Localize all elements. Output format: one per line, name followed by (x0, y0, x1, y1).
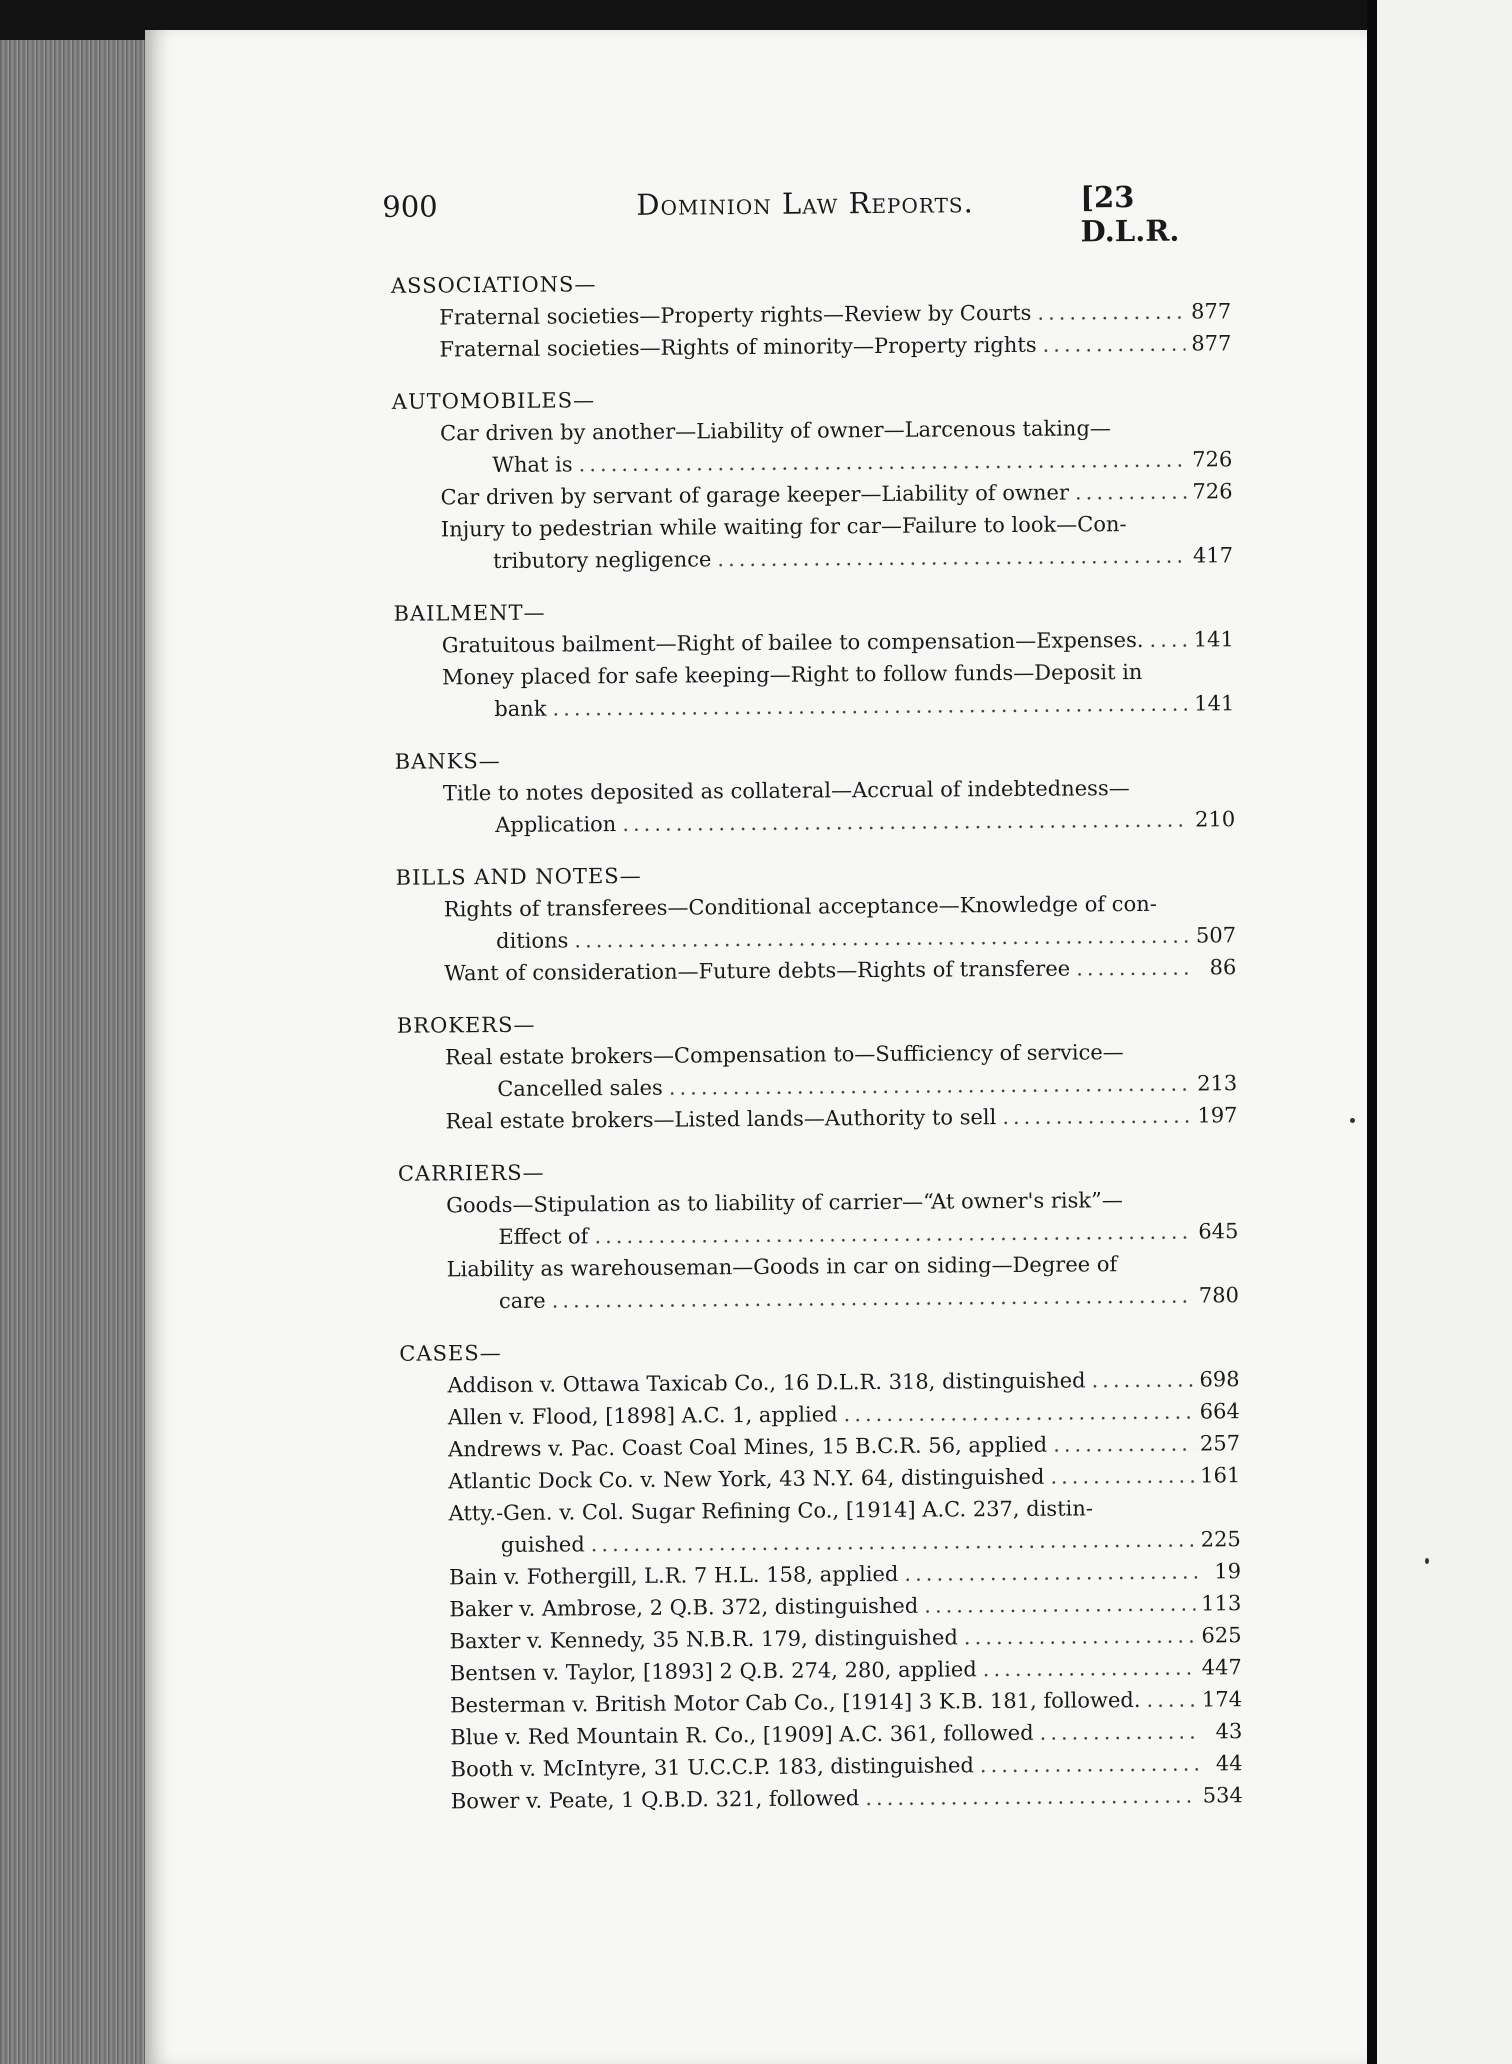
entry-text: Cancelled sales (497, 1075, 663, 1102)
dot-leader (717, 540, 1187, 576)
report-title: Dominion Law Reports. (636, 185, 974, 222)
dot-leader (622, 804, 1189, 840)
page-reference: 534 (1202, 1783, 1243, 1808)
page-reference: 197 (1197, 1103, 1238, 1128)
section-heading: ASSOCIATIONS— (390, 272, 597, 298)
page-reference: 507 (1195, 923, 1237, 948)
page-content (240, 157, 1243, 1814)
page-reference: 726 (1192, 447, 1233, 472)
page-reference: 19 (1214, 1559, 1242, 1584)
index-entry (397, 1099, 1237, 1138)
facing-page (1377, 0, 1512, 2064)
index-entry (398, 1183, 1238, 1254)
section-heading: BANKS— (394, 748, 501, 774)
dot-leader (574, 920, 1190, 957)
index-entry (395, 771, 1235, 842)
entry-text: Bain v. Fothergill, L.R. 7 H.L. 158, applied (449, 1561, 899, 1590)
entry-text: Baxter v. Kennedy, 35 N.B.R. 179, distinguished (449, 1625, 958, 1654)
entry-text: Goods—Stipulation as to liability of carrier—“At owner's risk”— (446, 1188, 1123, 1218)
dot-leader (980, 1748, 1199, 1782)
page-reference: 43 (1215, 1719, 1243, 1744)
index-section (395, 855, 1236, 990)
book-page-edges (0, 40, 160, 2064)
entry-text: ditions (496, 928, 569, 954)
page-reference: 877 (1191, 331, 1232, 356)
entry-text: Addison v. Ottawa Taxicab Co., 16 D.L.R. 318, distinguished (447, 1368, 1086, 1398)
entry-text: Money placed for safe keeping—Right to follow funds—Deposit in (441, 659, 1143, 690)
index-entry (399, 1247, 1239, 1318)
page-reference: 780 (1198, 1283, 1240, 1308)
dot-leader (904, 1556, 1197, 1590)
section-heading: BROKERS— (396, 1012, 536, 1038)
subject-index (391, 263, 1243, 1838)
page-reference: 113 (1201, 1591, 1242, 1616)
index-entry (403, 1779, 1243, 1818)
dot-leader (552, 1280, 1193, 1317)
entry-text: Baker v. Ambrose, 2 Q.B. 372, distinguished (449, 1593, 919, 1622)
index-section (392, 379, 1233, 578)
index-entry (397, 1035, 1237, 1106)
entry-text: guished (500, 1532, 585, 1557)
entry-text: Fraternal societies—Property rights—Review by Courts (439, 300, 1032, 330)
dot-leader (1149, 624, 1187, 656)
entry-text: Real estate brokers—Compensation to—Sufficiency of service— (444, 1040, 1124, 1070)
section-heading: CARRIERS— (397, 1160, 545, 1186)
dot-leader (1002, 1100, 1191, 1133)
entry-text: bank (494, 696, 547, 722)
entry-text: Bower v. Peate, 1 Q.B.D. 321, followed (450, 1786, 860, 1814)
entry-text: What is (492, 452, 573, 478)
index-entry (400, 1491, 1240, 1562)
entry-text: Allen v. Flood, [1898] A.C. 1, applied (447, 1402, 838, 1430)
entry-text: Besterman v. British Motor Cab Co., [1914] 3 K.B. 181, followed. (450, 1687, 1141, 1718)
page-reference: 257 (1199, 1431, 1241, 1456)
dot-leader (1053, 1428, 1194, 1461)
entry-text: Booth v. McIntyre, 31 U.C.C.P. 183, distinguished (450, 1753, 974, 1782)
entry-text: Real estate brokers—Listed lands—Authority to sell (445, 1105, 997, 1134)
page-reference: 645 (1198, 1219, 1239, 1244)
index-section (393, 591, 1234, 726)
entry-text: Andrews v. Pac. Coast Coal Mines, 15 B.C.R. 56, applied (447, 1432, 1048, 1462)
page-reference: 225 (1200, 1527, 1241, 1552)
dot-leader (924, 1588, 1195, 1622)
index-section (395, 739, 1236, 842)
index-section (397, 1003, 1238, 1138)
entry-text: Blue v. Red Mountain R. Co., [1909] A.C. 361, followed (450, 1720, 1034, 1750)
index-entry (394, 655, 1234, 726)
index-entry (400, 1459, 1240, 1498)
dot-leader (669, 1068, 1192, 1104)
dot-leader (1075, 476, 1187, 509)
speck-mark (1425, 1558, 1429, 1564)
entry-text: Car driven by another—Liability of owner—Larcenous taking— (440, 416, 1111, 446)
section-heading: BAILMENT— (393, 600, 546, 626)
page-reference: 141 (1193, 627, 1234, 652)
page-reference: 698 (1199, 1367, 1240, 1392)
index-section (399, 1331, 1243, 1818)
page-reference: 161 (1200, 1463, 1241, 1488)
entry-text: Atty.-Gen. v. Col. Sugar Refining Co., [1914] A.C. 237, distin- (448, 1496, 1094, 1526)
dot-leader (865, 1780, 1197, 1815)
dot-leader (1037, 296, 1185, 329)
section-heading: CASES— (399, 1340, 502, 1366)
entry-text: Fraternal societies—Rights of minority—Property rights (439, 332, 1037, 362)
facing-page-gutter (1367, 0, 1377, 2064)
index-entry (391, 327, 1231, 366)
entry-text: Rights of transferees—Conditional acceptance—Knowledge of con- (443, 891, 1157, 922)
entry-text: care (498, 1288, 546, 1314)
dot-leader (1042, 328, 1185, 361)
dot-leader (964, 1620, 1196, 1654)
dot-leader (1076, 952, 1192, 985)
index-entry (396, 887, 1236, 958)
section-heading: BILLS AND NOTES— (395, 863, 642, 890)
entry-text: Application (495, 812, 617, 838)
page-reference: 86 (1209, 955, 1237, 980)
entry-text: Title to notes deposited as collateral—Accrual of indebtedness— (442, 776, 1130, 806)
page-reference: 213 (1197, 1071, 1238, 1096)
page-reference: 877 (1190, 299, 1232, 324)
dot-leader (1039, 1716, 1198, 1749)
index-section (391, 263, 1232, 366)
dot-leader (1146, 1684, 1196, 1716)
entry-text: Car driven by servant of garage keeper—Liability of owner (440, 480, 1070, 510)
index-entry (393, 507, 1233, 578)
page-reference: 447 (1201, 1655, 1242, 1680)
dot-leader (552, 688, 1188, 725)
page-reference: 726 (1192, 479, 1233, 504)
entry-text: tributory negligence (493, 547, 712, 574)
page-reference: 210 (1194, 807, 1236, 832)
page-number: 900 (382, 189, 438, 224)
page-reference: 664 (1199, 1399, 1240, 1424)
dot-leader (1091, 1364, 1193, 1397)
volume-reference: [23 D.L.R. (1080, 179, 1180, 249)
page-reference: 417 (1192, 543, 1234, 568)
page-reference: 174 (1201, 1687, 1243, 1712)
dot-leader (578, 444, 1186, 481)
dot-leader (594, 1216, 1192, 1253)
entry-text: Atlantic Dock Co. v. New York, 43 N.Y. 64, distinguished (448, 1464, 1045, 1494)
section-heading: AUTOMOBILES— (391, 388, 596, 414)
dot-leader (1050, 1460, 1194, 1493)
running-head (240, 157, 1240, 249)
entry-text: Bentsen v. Taylor, [1893] 2 Q.B. 274, 280, applied (449, 1657, 977, 1686)
page-reference: 141 (1194, 691, 1235, 716)
index-section (398, 1151, 1239, 1318)
speck-mark (1350, 1118, 1355, 1123)
entry-text: Want of consideration—Future debts—Rights of transferee (444, 956, 1071, 986)
index-entry (396, 951, 1236, 990)
dot-leader (843, 1396, 1193, 1431)
dot-leader (983, 1652, 1196, 1686)
page-reference: 625 (1201, 1623, 1242, 1648)
dot-leader (591, 1524, 1195, 1561)
entry-text: Injury to pedestrian while waiting for car—Failure to look—Con- (440, 512, 1127, 542)
index-entry (392, 411, 1232, 482)
entry-text: Liability as warehouseman—Goods in car on siding—Degree of (446, 1252, 1118, 1282)
entry-text: Gratuitous bailment—Right of bailee to compensation—Expenses. (441, 627, 1144, 658)
page-reference: 44 (1215, 1751, 1243, 1776)
entry-text: Effect of (498, 1224, 589, 1250)
